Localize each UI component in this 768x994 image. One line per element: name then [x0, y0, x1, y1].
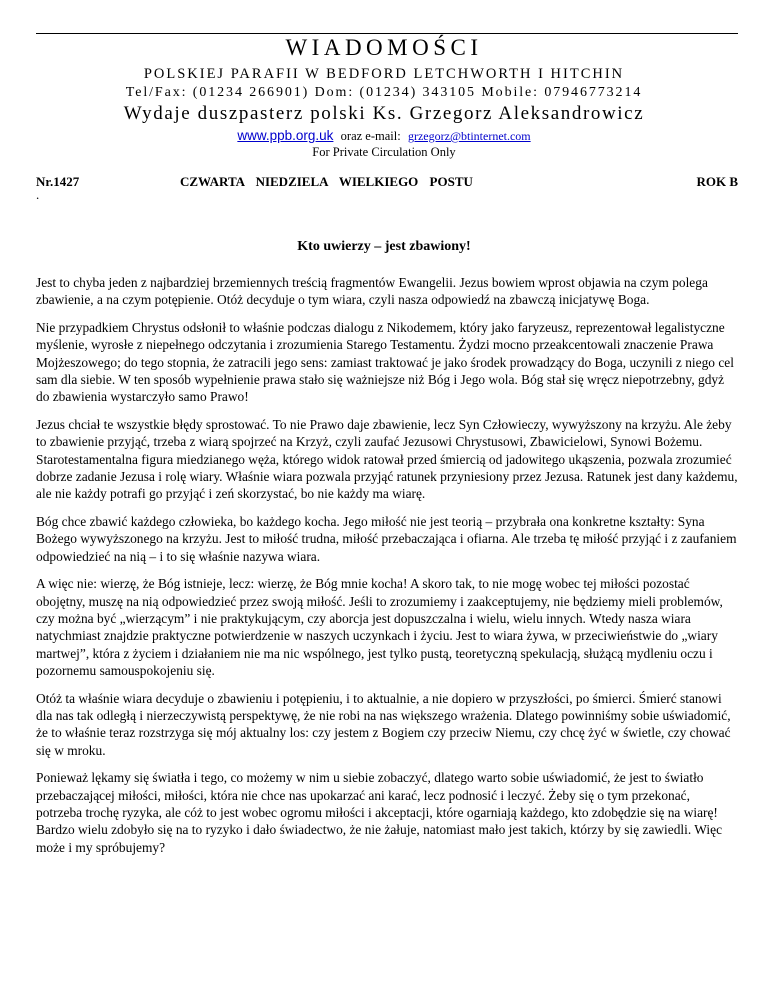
- circulation-note: For Private Circulation Only: [312, 145, 456, 159]
- article-headline: Kto uwierzy – jest zbawiony!: [297, 239, 471, 254]
- paragraph: Ponieważ lękamy się światła i tego, co możemy w nim u siebie zobaczyć, dlatego warto sobie uświadomić, że jest to światło przebaczającej miłości, miłości, która nie chce nas upokarzać ani karać, lecz podnosić i leczyć. Żeby się o tym przekonać, potrzeba trochę ryzyka, ale cóż to jest wobec ogromu miłości i akceptacji, które ogarniają każdego, kto zdobędzie się na wiarę! Bardzo wielu zdobyło się na to ryzyko i dało świadectwo, że nie żałuje, natomiast mało jest takich, którzy by się zawiedli. Więc może i my spróbujemy?: [36, 770, 723, 855]
- newsletter-title: WIADOMOŚCI: [285, 35, 483, 60]
- liturgical-year: ROK B: [696, 174, 738, 189]
- email-prefix: oraz e-mail:: [340, 129, 401, 143]
- paragraph: Otóż ta właśnie wiara decyduje o zbawieniu i potępieniu, i to aktualnie, a nie dopiero w przyszłości, po śmierci. Śmierć stanowi dla nas tak odległą i nierzeczywistą perspektywę, że nie robi na nas większego wrażenia. Dlatego powinniśmy sobie uświadomić, że to właśnie teraz rozstrzyga się mój aktualny los: czy jestem z Bogiem czy przeciw Niemu, czy chcę żyć w świetle, czy chować się w mroku.: [36, 690, 731, 758]
- parish-name: POLSKIEJ PARAFII W BEDFORD LETCHWORTH I HITCHIN: [143, 66, 625, 82]
- paragraph: Bóg chce zbawić każdego człowieka, bo każdego kocha. Jego miłość nie jest teorią – przybrała ona konkretne kształty: Syna Bożego wywyższonego na krzyżu. Jest to miłość trudna, miłość przebaczająca i ofiarna. Ale trzeba tę miłość przyjąć i z zaufaniem odpowiedzieć na nią – i to się właśnie nazywa wiara.: [36, 513, 737, 564]
- paragraph: Nie przypadkiem Chrystus odsłonił to właśnie podczas dialogu z Nikodemem, który jako faryzeusz, reprezentował legalistyczne myślenie, wyrosłe z niepełnego odczytania i zrozumienia Starego Testamentu. Żydzi mocno przeakcentowali znaczenie Prawa Mojżeszowego; do tego stopnia, że zatracili jego sens: zamiast traktować je jako środek prowadzący do Boga, uczynili z niego cel sam dla siebie. W ten sposób wypełnienie prawa stało się ważniejsze niż Bóg i Jego wola. Bóg stał się wręcz niepotrzebny, gdyż do zbawienia wystarczyło samo Prawo!: [36, 319, 734, 405]
- article-body: [36, 274, 738, 866]
- publisher-line: Wydaje duszpasterz polski Ks. Grzegorz Aleksandrowicz: [123, 103, 645, 124]
- issue-number: Nr.1427: [36, 174, 80, 189]
- paragraph: A więc nie: wierzę, że Bóg istnieje, lecz: wierzę, że Bóg mnie kocha! A skoro tak, to nie mogę wobec tej miłości pozostać obojętny, muszę na nią odpowiedzieć przez swoją miłość. Jeśli to zrozumiemy i zaakceptujemy, nie będziemy mieli problemów, czy można być „wierzącym” i nie praktykującym, czy aborcja jest dopuszczalna i wielu, wielu innych. Wtedy nasza wiara natychmiast znajdzie praktyczne potwierdzenie w naszych uczynkach i życiu. Jest to wiara żywa, w przeciwieństwie do „wiary martwej”, która z życiem i działaniem nie ma nic wspólnego, jest tylko pustą, teoretyczną spekulacją, służącą mydleniu oczu i pozornemu samouspokojeniu się.: [36, 576, 723, 679]
- liturgical-sunday: CZWARTA NIEDZIELA WIELKIEGO POSTU: [180, 174, 473, 189]
- stray-dot: .: [36, 187, 40, 202]
- web-contact-line: [0, 128, 768, 144]
- paragraph: Jest to chyba jeden z najbardziej brzemiennych treścią fragmentów Ewangelii. Jezus bowiem wprost objawia na czym polega zbawienie, a na czym potępienie. Otóż decyduje o tym wiara, czyli nasza odpowiedź na zbawczą inicjatywę Boga.: [36, 275, 708, 308]
- paragraph: Jezus chciał te wszystkie błędy sprostować. To nie Prawo daje zbawienie, lecz Syn Człowieczy, wywyższony na krzyżu. Ale żeby to zbawienie przyjąć, trzeba z wiarą spojrzeć na Krzyż, czyli zaufać Jezusowi Chrystusowi, Zbawicielowi, Synowi Bożemu. Starotestamentalna figura miedzianego węża, którego widok ratował przed śmiercią od jadowitego ukąszenia, pozwala zrozumieć dobrze zadanie Jezusa i rolę wiary. Właśnie wiara pozwala przyjąć ratunek przyniesiony przez Jezusa. Ratunek jest dany każdemu, ale nie każdy potrafi go przyjąć i zeń skorzystać, bo nie każdy ma wiarę.: [36, 416, 738, 502]
- contact-numbers: Tel/Fax: (01234 266901) Dom: (01234) 343105 Mobile: 07946773214: [125, 85, 643, 100]
- website-link[interactable]: www.ppb.org.uk: [237, 128, 334, 143]
- masthead: [0, 34, 768, 160]
- email-link[interactable]: grzegorz@btinternet.com: [407, 129, 531, 143]
